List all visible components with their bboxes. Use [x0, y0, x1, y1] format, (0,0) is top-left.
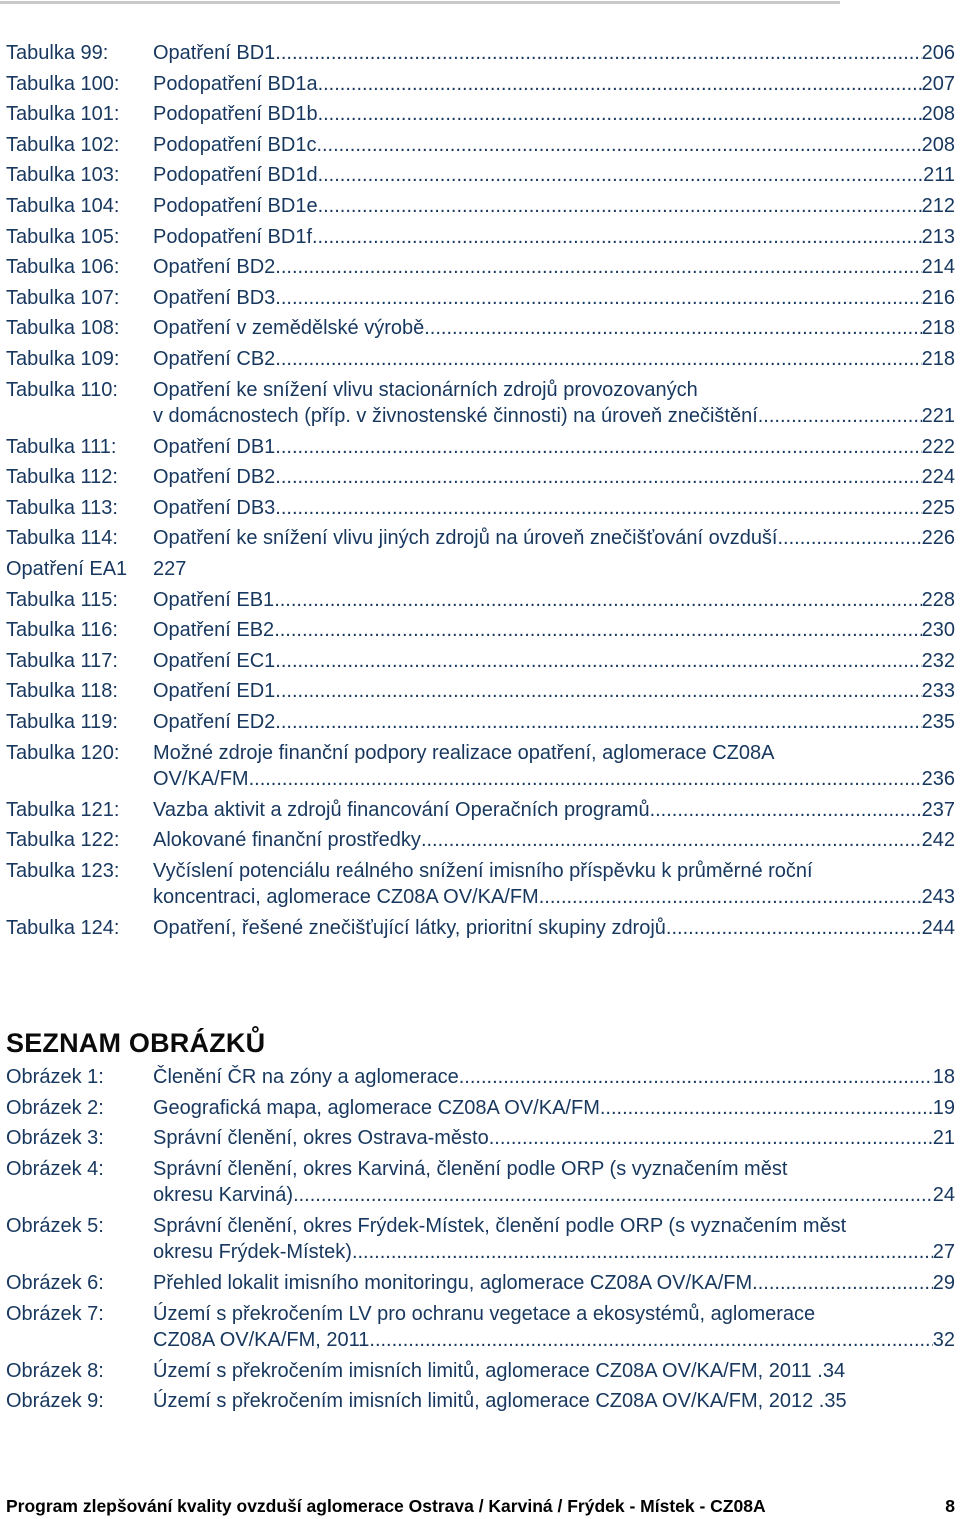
entry-label: Tabulka 114:: [6, 527, 118, 550]
entry-leader: [275, 678, 921, 705]
entry-leader: [778, 525, 922, 552]
entry-leader-line: [153, 1095, 955, 1122]
entry-leader: [758, 403, 922, 430]
entry-leader: [318, 71, 922, 98]
table-entry[interactable]: [6, 377, 955, 430]
entry-page: 232: [921, 649, 955, 672]
entry-label: Obrázek 7:: [6, 1302, 104, 1325]
entry-leader: [421, 827, 922, 854]
entry-body: [153, 1064, 955, 1091]
figure-entry[interactable]: [6, 1125, 955, 1152]
entry-leader-line: [153, 709, 955, 736]
entry-text-continued: okresu Frýdek-Místek): [153, 1241, 352, 1264]
figure-entry[interactable]: [6, 1064, 955, 1091]
figure-entry[interactable]: [6, 1095, 955, 1122]
figure-entry[interactable]: [6, 1213, 955, 1266]
entry-label: Opatření EA1: [6, 558, 128, 580]
entry-page: 218: [921, 317, 955, 340]
table-entry[interactable]: [6, 71, 955, 98]
entry-text: Opatření ke snížení vlivu jiných zdrojů na úroveň znečišťování ovzduší: [153, 527, 778, 550]
entry-leader-line: [153, 254, 955, 281]
entry-page: 211: [923, 164, 955, 187]
entry-text: Opatření EB1: [153, 588, 275, 611]
entry-page: 213: [921, 225, 955, 248]
entry-label: Tabulka 119:: [6, 710, 118, 733]
entry-label: Tabulka 100:: [6, 72, 120, 95]
entry-text: Členění ČR na zóny a aglomerace: [153, 1066, 459, 1088]
page-footer: [6, 1496, 955, 1517]
figures-heading: SEZNAM OBRÁZKŮ: [6, 1028, 266, 1058]
entry-body: [153, 285, 955, 312]
entry-leader-line: [153, 315, 955, 342]
entry-text: Území s překročením LV pro ochranu vegetace a ekosystémů, aglomerace: [153, 1302, 816, 1325]
entry-page: 208: [921, 133, 955, 156]
table-entry[interactable]: [6, 740, 955, 793]
entry-label: Obrázek 9:: [6, 1390, 104, 1413]
entry-label: Obrázek 4:: [6, 1157, 104, 1180]
entry-leader-line: [153, 132, 955, 159]
entry-leader: [316, 132, 921, 159]
entry-page: 226: [921, 527, 955, 550]
entry-leader: [489, 1125, 933, 1152]
entry-page: 32: [932, 1329, 955, 1352]
entry-leader: [600, 1095, 933, 1122]
entry-text: Opatření DB1: [153, 435, 276, 458]
entry-leader: [318, 162, 924, 189]
entry-leader-line: [153, 797, 955, 824]
entry-leader: [275, 40, 921, 67]
entry-page: 236: [921, 768, 955, 791]
entry-page: 29: [932, 1271, 955, 1294]
entry-leader-line: [153, 1327, 955, 1354]
entry-body: [153, 648, 955, 675]
table-entry[interactable]: [6, 556, 955, 583]
table-entry[interactable]: [6, 617, 955, 644]
entry-body: [153, 40, 955, 67]
entry-body: [153, 162, 955, 189]
entry-text: Správní členění, okres Frýdek-Místek, členění podle ORP (s vyznačením měst: [153, 1214, 847, 1237]
table-list: [6, 40, 955, 946]
entry-body: [153, 915, 955, 942]
entry-label: Tabulka 115:: [6, 588, 118, 611]
table-entry[interactable]: [6, 434, 955, 461]
entry-page: 27: [932, 1241, 955, 1264]
entry-leader-line: [153, 884, 955, 911]
table-entry[interactable]: [6, 797, 955, 824]
entry-page: 208: [921, 103, 955, 126]
table-entry[interactable]: [6, 464, 955, 491]
entry-leader: [275, 709, 921, 736]
entry-label: Tabulka 112:: [6, 466, 118, 489]
entry-leader-line: [153, 617, 955, 644]
table-entry[interactable]: [6, 193, 955, 220]
entry-label: Tabulka 107:: [6, 286, 120, 309]
entry-text: Vyčíslení potenciálu reálného snížení imisního příspěvku k průměrné roční: [153, 859, 813, 882]
entry-label: Tabulka 117:: [6, 649, 118, 672]
entry-leader-line: [153, 587, 955, 614]
entry-body: [153, 797, 955, 824]
entry-page: 18: [932, 1066, 955, 1088]
entry-text: Podopatření BD1d: [153, 164, 318, 187]
entry-body: [153, 315, 955, 342]
entry-label: Tabulka 102:: [6, 133, 120, 156]
table-entry[interactable]: [6, 525, 955, 552]
entry-body: [153, 1270, 955, 1297]
table-entry[interactable]: [6, 678, 955, 705]
entry-leader-line: [153, 495, 955, 522]
entry-leader: [274, 617, 921, 644]
entry-leader-line: [153, 1125, 955, 1152]
figure-entry[interactable]: [6, 1156, 955, 1209]
entry-text: Možné zdroje finanční podpory realizace opatření, aglomerace CZ08A: [153, 741, 775, 764]
entry-text: Opatření EC1: [153, 649, 276, 672]
entry-label: Obrázek 6:: [6, 1271, 104, 1294]
entry-leader-line: [153, 71, 955, 98]
entry-body: [153, 678, 955, 705]
entry-body: [153, 525, 955, 552]
entry-page: 207: [921, 72, 955, 95]
entry-page: 222: [921, 435, 955, 458]
entry-leader: [275, 346, 921, 373]
entry-body: [153, 1156, 955, 1209]
entry-label: Tabulka 111:: [6, 435, 117, 458]
entry-text-continued: v domácnostech (příp. v živnostenské činnosti) na úroveň znečištění: [153, 405, 758, 428]
entry-label: Tabulka 122:: [6, 829, 120, 852]
entry-leader-line: [153, 403, 955, 430]
entry-body: [153, 709, 955, 736]
table-entry[interactable]: [6, 346, 955, 373]
entry-label: Tabulka 116:: [6, 619, 118, 642]
entry-text-continued: okresu Karviná): [153, 1184, 294, 1207]
entry-text: Opatření v zemědělské výrobě: [153, 317, 425, 340]
table-entry[interactable]: [6, 224, 955, 251]
entry-leader: [539, 884, 922, 911]
entry-page: 242: [921, 829, 955, 852]
entry-body: [153, 1125, 955, 1152]
entry-label: Tabulka 104:: [6, 194, 120, 217]
table-entry[interactable]: [6, 101, 955, 128]
table-entry[interactable]: [6, 285, 955, 312]
table-entry[interactable]: [6, 132, 955, 159]
entry-leader-line: [153, 346, 955, 373]
entry-page: 224: [921, 466, 955, 489]
entry-text: Alokované finanční prostředky: [153, 829, 421, 852]
entry-page: 35: [824, 1390, 847, 1413]
entry-text: Opatření BD3: [153, 286, 276, 309]
entry-body: [153, 740, 955, 793]
entry-leader: [352, 1239, 933, 1266]
entry-page: 21: [932, 1127, 955, 1150]
entry-label: Tabulka 124:: [6, 916, 120, 939]
entry-page: 233: [921, 680, 955, 703]
entry-body: [153, 495, 955, 522]
entry-text: Podopatření BD1f: [153, 225, 312, 248]
entry-leader-line: [153, 224, 955, 251]
entry-body: [153, 346, 955, 373]
entry-text: Opatření EB2: [153, 619, 275, 642]
entry-label: Tabulka 120:: [6, 741, 120, 764]
entry-body: [153, 101, 955, 128]
entry-label: Tabulka 109:: [6, 347, 120, 370]
entry-leader: .: [811, 1359, 823, 1382]
entry-leader: [312, 224, 922, 251]
entry-leader: [752, 1270, 933, 1297]
entry-body: [153, 587, 955, 614]
entry-text-continued: koncentraci, aglomerace CZ08A OV/KA/FM: [153, 886, 539, 909]
entry-label: Tabulka 105:: [6, 225, 120, 248]
entry-label: Obrázek 1:: [6, 1066, 104, 1088]
entry-text: 227: [153, 558, 187, 580]
entry-text: Geografická mapa, aglomerace CZ08A OV/KA/FM: [153, 1096, 600, 1119]
entry-leader: [459, 1064, 933, 1091]
entry-text: Opatření ED2: [153, 710, 276, 733]
entry-body: [153, 464, 955, 491]
entry-page: 206: [921, 42, 955, 64]
entry-text: Území s překročením imisních limitů, aglomerace CZ08A OV/KA/FM, 2011: [153, 1359, 812, 1382]
entry-body: [153, 193, 955, 220]
entry-leader: [275, 464, 921, 491]
table-entry[interactable]: [6, 858, 955, 911]
entry-text: Opatření DB3: [153, 496, 276, 519]
entry-body: [153, 617, 955, 644]
entry-leader: [275, 648, 921, 675]
entry-leader-line: [153, 1270, 955, 1297]
entry-body: [153, 1358, 955, 1385]
entry-leader-line: [153, 162, 955, 189]
entry-page: 230: [921, 619, 955, 642]
entry-leader: [318, 193, 922, 220]
entry-leader-line: [153, 464, 955, 491]
entry-leader-line: [153, 434, 955, 461]
entry-leader: [275, 285, 921, 312]
entry-leader-line: [153, 827, 955, 854]
entry-label: Obrázek 2:: [6, 1096, 104, 1119]
entry-text: Území s překročením imisních limitů, aglomerace CZ08A OV/KA/FM, 2012: [153, 1390, 814, 1413]
entry-body: [153, 1095, 955, 1122]
header-rule: [0, 1, 840, 4]
figure-list: [6, 1064, 955, 1419]
entry-text: Opatření DB2: [153, 466, 276, 489]
entry-label: Tabulka 113:: [6, 496, 118, 519]
entry-leader-line: [153, 1064, 955, 1091]
entry-leader-line: [153, 1239, 955, 1266]
entry-leader-line: [153, 525, 955, 552]
entry-label: Tabulka 108:: [6, 317, 120, 340]
entry-label: Obrázek 5:: [6, 1214, 104, 1237]
entry-page: 243: [921, 886, 955, 909]
table-entry[interactable]: [6, 495, 955, 522]
entry-text: Podopatření BD1a: [153, 72, 318, 95]
table-entry[interactable]: [6, 827, 955, 854]
entry-leader-line: [153, 766, 955, 793]
entry-text: Podopatření BD1b: [153, 103, 318, 126]
footer-page-number: 8: [945, 1496, 955, 1516]
entry-text: Opatření, řešené znečišťující látky, prioritní skupiny zdrojů: [153, 916, 666, 939]
entry-text: Opatření BD2: [153, 256, 276, 279]
figure-entry[interactable]: [6, 1388, 955, 1415]
entry-body: [153, 71, 955, 98]
entry-page: 19: [932, 1096, 955, 1119]
entry-body: [153, 1301, 955, 1354]
entry-body: [153, 556, 955, 583]
entry-leader: [275, 495, 921, 522]
entry-text: Vazba aktivit a zdrojů financování Operačních programů: [153, 798, 650, 821]
entry-page: 221: [921, 405, 955, 428]
table-entry[interactable]: [6, 315, 955, 342]
entry-page: 24: [932, 1184, 955, 1207]
entry-page: 34: [822, 1359, 846, 1382]
entry-page: 214: [921, 256, 955, 279]
table-entry[interactable]: [6, 254, 955, 281]
entry-body: [153, 1213, 955, 1266]
table-entry[interactable]: [6, 648, 955, 675]
entry-text: Správní členění, okres Ostrava-město: [153, 1127, 489, 1150]
entry-leader: .: [813, 1390, 825, 1413]
entry-text: Opatření BD1: [153, 42, 276, 64]
entry-leader-line: [153, 1182, 955, 1209]
entry-label: Tabulka 123:: [6, 859, 120, 882]
entry-text-continued: CZ08A OV/KA/FM, 2011: [153, 1329, 370, 1352]
entry-body: [153, 254, 955, 281]
entry-text: Podopatření BD1c: [153, 133, 317, 156]
figure-entry[interactable]: [6, 1270, 955, 1297]
entry-leader-line: [153, 40, 955, 67]
entry-leader: [275, 434, 921, 461]
entry-body: [153, 858, 955, 911]
entry-body: [153, 434, 955, 461]
footer-title: Program zlepšování kvality ovzduší aglomerace Ostrava / Karviná / Frýdek - Místek - CZ08A: [6, 1496, 766, 1516]
entry-leader-line: [153, 101, 955, 128]
entry-text: Opatření CB2: [153, 347, 276, 370]
entry-leader: [275, 254, 921, 281]
entry-text: Opatření ED1: [153, 680, 276, 703]
entry-leader-line: [153, 678, 955, 705]
entry-leader: [424, 315, 921, 342]
entry-page: 244: [921, 916, 955, 939]
figure-entry[interactable]: [6, 1301, 955, 1354]
entry-leader: [274, 587, 921, 614]
entry-body: [153, 827, 955, 854]
table-entry[interactable]: [6, 40, 955, 67]
table-entry[interactable]: [6, 587, 955, 614]
entry-leader: [369, 1327, 932, 1354]
entry-leader-line: [153, 193, 955, 220]
entry-leader: [666, 915, 922, 942]
entry-label: Tabulka 110:: [6, 378, 118, 401]
entry-body: [153, 1388, 955, 1415]
entry-leader: [318, 101, 922, 128]
entry-page: 218: [921, 347, 955, 370]
entry-page: 212: [921, 194, 955, 217]
entry-label: Tabulka 99:: [6, 42, 109, 64]
entry-label: Tabulka 121:: [6, 798, 120, 821]
entry-page: 237: [921, 798, 955, 821]
table-entry[interactable]: [6, 915, 955, 942]
entry-text: Správní členění, okres Karviná, členění podle ORP (s vyznačením měst: [153, 1157, 788, 1180]
entry-page: 216: [921, 286, 955, 309]
entry-label: Obrázek 8:: [6, 1359, 104, 1382]
entry-label: Tabulka 118:: [6, 680, 118, 703]
entry-text: Podopatření BD1e: [153, 194, 318, 217]
entry-text: Přehled lokalit imisního monitoringu, aglomerace CZ08A OV/KA/FM: [153, 1271, 753, 1294]
entry-text-continued: OV/KA/FM: [153, 768, 249, 791]
entry-leader: [650, 797, 922, 824]
entry-leader-line: [153, 285, 955, 312]
entry-label: Tabulka 101:: [6, 103, 120, 126]
entry-label: Obrázek 3:: [6, 1127, 104, 1150]
entry-page: 235: [921, 710, 955, 733]
entry-page: 228: [921, 588, 955, 611]
entry-label: Tabulka 103:: [6, 164, 120, 187]
entry-leader-line: [153, 648, 955, 675]
entry-body: [153, 132, 955, 159]
table-entry[interactable]: [6, 709, 955, 736]
entry-leader: [249, 766, 922, 793]
entry-text: Opatření ke snížení vlivu stacionárních zdrojů provozovaných: [153, 378, 698, 401]
figure-entry[interactable]: [6, 1358, 955, 1385]
entry-label: Tabulka 106:: [6, 256, 120, 279]
entry-body: [153, 224, 955, 251]
entry-page: 225: [921, 496, 955, 519]
entry-body: [153, 377, 955, 430]
entry-leader: [293, 1182, 933, 1209]
table-entry[interactable]: [6, 162, 955, 189]
entry-leader-line: [153, 915, 955, 942]
